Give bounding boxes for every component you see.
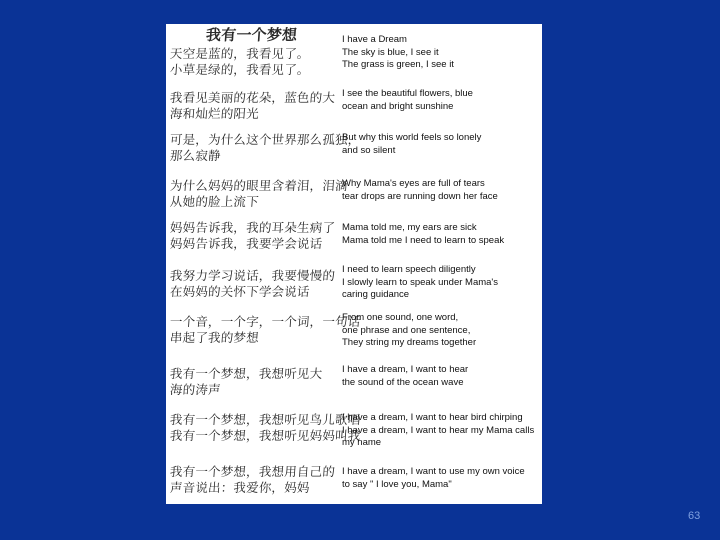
handwriting-line: 串起了我的梦想	[169, 330, 260, 345]
handwriting-line: 我有一个梦想，我想听见妈妈叫我	[169, 428, 362, 443]
english-translation-column	[342, 24, 538, 504]
handwriting-line: 可是，为什么这个世界那么孤独，	[169, 132, 362, 147]
handwriting-line: 一个音，一个字，一个词，一句话	[169, 314, 362, 329]
poem-line: ocean and bright sunshine	[342, 100, 454, 112]
stanza	[342, 178, 538, 203]
poem-line: one phrase and one sentence,	[342, 324, 471, 336]
stanza	[342, 34, 538, 72]
scanned-page	[166, 24, 542, 504]
stanza	[342, 264, 538, 302]
poem-line: the sound of the ocean wave	[342, 376, 464, 388]
stanza	[342, 364, 538, 389]
handwriting-line: 海的涛声	[169, 382, 222, 397]
stanza	[342, 222, 538, 247]
poem-line: I see the beautiful flowers, blue	[342, 88, 473, 99]
handwriting-line: 妈妈告诉我，我的耳朵生病了	[169, 220, 336, 235]
handwriting-line: 声音说出：我爱你，妈妈	[169, 480, 311, 495]
slide-page-number: 63	[688, 510, 701, 522]
poem-line: tear drops are running down her face	[342, 190, 498, 202]
handwriting-line: 我有一个梦想，我想用自己的	[169, 464, 336, 479]
handwriting-line: 那么寂静	[169, 148, 222, 163]
poem-line: I have a dream, I want to use my own voice	[342, 466, 525, 477]
stanza	[342, 466, 538, 491]
poem-line: Why Mama's eyes are full of tears	[342, 178, 485, 189]
poem-line: But why this world feels so lonely	[342, 132, 482, 143]
stanza	[342, 88, 538, 113]
stanza	[342, 132, 538, 157]
poem-line: From one sound, one word,	[342, 312, 459, 323]
poem-line: I have a dream, I want to hear	[342, 364, 469, 375]
poem-line: I have a dream, I want to hear bird chirping	[342, 412, 523, 423]
handwriting-line: 从她的脸上流下	[169, 194, 260, 209]
poem-line: I need to learn speech diligently	[342, 264, 476, 275]
stanza	[342, 312, 538, 350]
handwriting-line: 妈妈告诉我，我要学会说话	[169, 236, 323, 251]
poem-line: Mama told me, my ears are sick	[342, 222, 477, 233]
poem-line: The grass is green, I see it	[342, 59, 454, 70]
handwriting-line: 我努力学习说话，我要慢慢的	[169, 268, 336, 283]
handwriting-title: 我有一个梦想	[205, 26, 298, 44]
stanza	[342, 412, 538, 450]
poem-line: They string my dreams together	[342, 337, 477, 348]
poem-line: I have a Dream	[342, 34, 407, 45]
handwriting-line: 海和灿烂的阳光	[169, 106, 260, 121]
poem-line: Mama told me I need to learn to speak	[342, 234, 505, 246]
poem-line: caring guidance	[342, 289, 410, 300]
handwriting-line: 在妈妈的关怀下学会说话	[169, 284, 311, 299]
handwriting-line: 我看见美丽的花朵，蓝色的大	[169, 90, 336, 105]
handwriting-line: 小草是绿的，我看见了。	[169, 62, 311, 77]
handwriting-line: 为什么妈妈的眼里含着泪，泪滴	[169, 178, 349, 193]
handwriting-line: 天空是蓝的，我看见了。	[169, 46, 311, 61]
poem-line: I have a dream, I want to hear my Mama calls	[342, 424, 535, 436]
poem-line: my name	[342, 437, 382, 448]
poem-line: to say " I love you, Mama"	[342, 478, 452, 490]
handwriting-line: 我有一个梦想，我想听见大	[169, 366, 323, 381]
handwriting-line: 我有一个梦想，我想听见鸟儿歌唱	[169, 412, 362, 427]
poem-line: and so silent	[342, 144, 396, 156]
poem-line: The sky is blue, I see it	[342, 46, 439, 58]
poem-line: I slowly learn to speak under Mama's	[342, 276, 498, 288]
